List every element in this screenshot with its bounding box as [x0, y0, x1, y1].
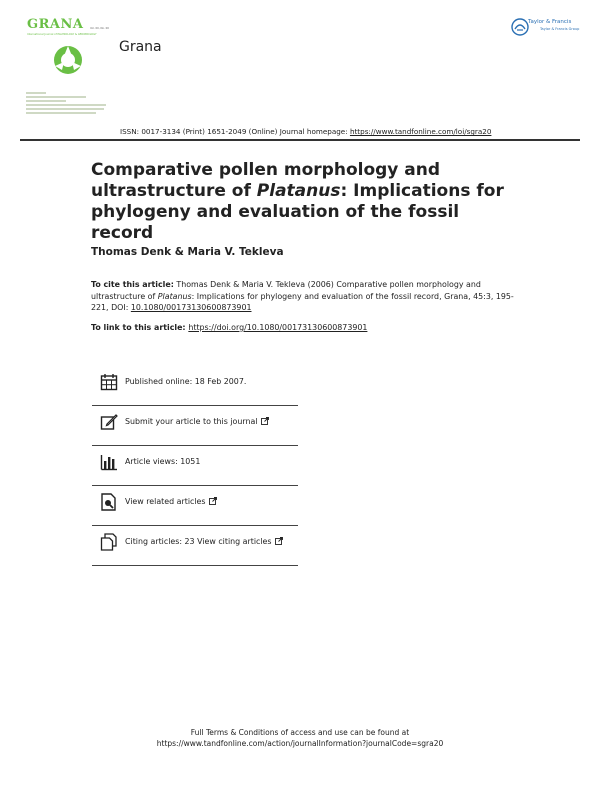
link-label: To link to this article: — [91, 323, 189, 332]
external-link-icon — [261, 417, 269, 425]
publisher-group: Taylor & Francis Group — [540, 27, 580, 31]
related-articles-row[interactable] — [92, 485, 298, 526]
publisher-name: Taylor & Francis — [528, 19, 572, 25]
journal-logo-icon — [54, 46, 82, 74]
cover-text-lines — [26, 92, 106, 116]
citation-block: To cite this article: Thomas Denk & Maria V. Tekleva (2006) Comparative pollen morphology and ultrastructure of Platanus: Implications for phylogeny and evaluation of the fossil record, Grana, 45:3, 195-221, DOI: 10.1080/00173130600873901 — [91, 280, 514, 312]
external-link-icon — [275, 537, 283, 545]
header-divider — [20, 139, 580, 141]
article-views-row — [92, 445, 298, 486]
citing-articles-row[interactable] — [92, 525, 298, 566]
article-doi-url-link[interactable]: https://doi.org/10.1080/00173130600873901 — [188, 323, 368, 332]
publisher-logo-icon — [510, 17, 530, 37]
citation-label: To cite this article: — [91, 280, 174, 289]
related-articles-link[interactable]: View related articles — [125, 497, 217, 506]
cover-volume: Vol. 00, No. 00 — [90, 27, 109, 30]
published-online-row — [92, 365, 298, 406]
article-title: Comparative pollen morphology and ultrastructure of Platanus: Implications for phylogeny and evaluation of the fossil record — [91, 160, 504, 243]
footer-terms-text: Full Terms & Conditions of access and use can be found at — [190, 728, 410, 737]
article-views-text: Article views: 1051 — [125, 457, 201, 466]
journal-homepage-link[interactable]: https://www.tandfonline.com/loi/sgra20 — [349, 127, 492, 136]
doi-link[interactable]: 10.1080/00173130600873901 — [130, 303, 252, 312]
cover-title: GRANA — [27, 17, 84, 32]
published-online-text: Published online: 18 Feb 2007. — [125, 377, 247, 386]
cover-subtitle: International Journal of PALYNOLOGY & AEROBIOLOGY — [27, 33, 97, 36]
article-link-line — [91, 323, 367, 332]
edit-icon — [100, 413, 118, 431]
title-genus: Platanus — [256, 181, 341, 201]
journal-name[interactable]: Grana — [119, 39, 162, 55]
issn-text: ISSN: 0017-3134 (Print) 1651-2049 (Online) Journal homepage: — [120, 127, 350, 136]
citing-articles-link[interactable]: Citing articles: 23 View citing articles — [125, 537, 283, 546]
article-authors: Thomas Denk & Maria V. Tekleva — [91, 246, 284, 258]
footer-terms — [0, 727, 600, 749]
issn-line — [120, 127, 491, 136]
submit-article-row[interactable] — [92, 405, 298, 446]
footer-terms-url[interactable]: https://www.tandfonline.com/action/journalInformation?journalCode=sgra20 — [156, 739, 444, 748]
external-link-icon — [209, 497, 217, 505]
bar-chart-icon — [100, 453, 118, 471]
calendar-icon — [100, 373, 118, 391]
citing-articles-icon — [100, 533, 118, 551]
search-document-icon — [100, 493, 118, 511]
submit-article-link[interactable]: Submit your article to this journal — [125, 417, 269, 426]
